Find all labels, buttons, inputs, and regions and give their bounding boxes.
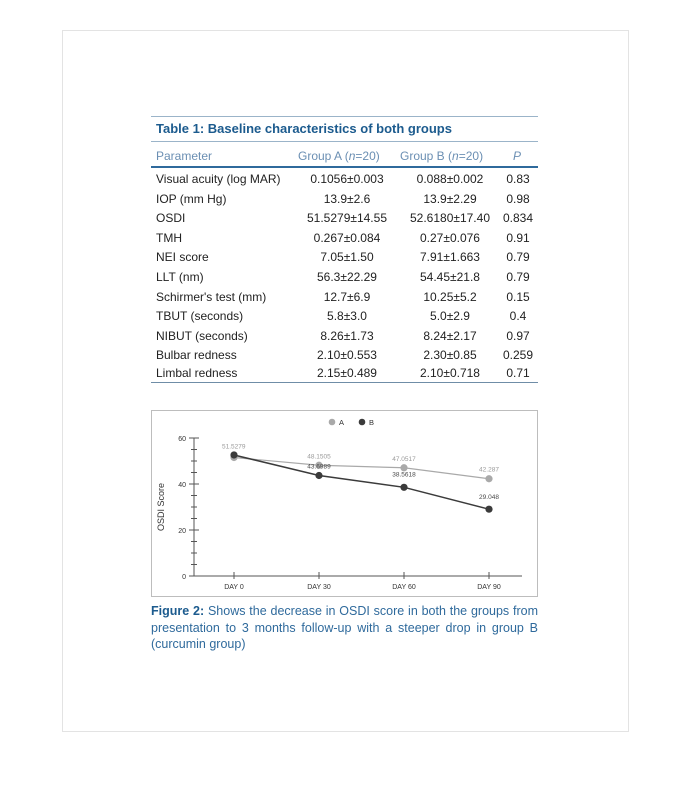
table-cell-param: IOP (mm Hg) xyxy=(156,192,227,206)
x-tick-label: DAY 30 xyxy=(307,584,331,591)
osdi-line-chart-svg xyxy=(152,411,537,596)
table-cell-p: 0.15 xyxy=(506,290,530,304)
series-line-a xyxy=(234,457,489,478)
data-point-b xyxy=(485,506,492,513)
table-cell-param: LLT (nm) xyxy=(156,270,204,284)
y-tick-label: 60 xyxy=(178,436,186,443)
table-cell-b: 52.6180±17.40 xyxy=(410,211,490,225)
data-label-a: 47.0517 xyxy=(392,455,416,463)
table-cell-b: 2.30±0.85 xyxy=(423,348,477,362)
table-cell-b: 7.91±1.663 xyxy=(420,250,480,264)
table-cell-b: 10.25±5.2 xyxy=(423,290,477,304)
header-group-a: Group A (n=20) xyxy=(298,149,380,163)
table-cell-param: NIBUT (seconds) xyxy=(156,329,248,343)
table-cell-param: TBUT (seconds) xyxy=(156,309,244,323)
table-cell-a: 13.9±2.6 xyxy=(323,192,371,206)
data-point-b xyxy=(315,472,322,479)
data-label-b: 29.048 xyxy=(479,494,499,502)
table-caption: Table 1: Baseline characteristics of both groups xyxy=(156,121,452,136)
table-cell-p: 0.79 xyxy=(506,250,530,264)
table-cell-a: 51.5279±14.55 xyxy=(307,211,387,225)
y-tick-label: 0 xyxy=(182,574,186,581)
table-cell-b: 5.0±2.9 xyxy=(430,309,470,323)
table-cell-p: 0.259 xyxy=(502,348,534,362)
legend-marker-b xyxy=(359,419,366,426)
table-cell-param: Limbal redness xyxy=(156,366,238,380)
table-cell-p: 0.97 xyxy=(506,329,530,343)
table-cell-a: 2.15±0.489 xyxy=(317,366,377,380)
figure-caption: Figure 2: Shows the decrease in OSDI score in both the groups from presentation to 3 months follow-up with a steeper drop in group B (curcumin group) xyxy=(151,604,538,651)
table-caption-rule xyxy=(151,141,538,142)
data-label-a: 48.1505 xyxy=(307,453,331,461)
y-axis-label: OSDI Score xyxy=(156,482,166,532)
table-cell-b: 8.24±2.17 xyxy=(423,329,477,343)
table-cell-b: 13.9±2.29 xyxy=(423,192,477,206)
data-label-a: 42.287 xyxy=(479,466,499,474)
x-tick-label: DAY 0 xyxy=(224,584,244,591)
table-cell-a: 8.26±1.73 xyxy=(320,329,374,343)
table-top-rule xyxy=(151,116,538,117)
table-cell-b: 0.27±0.076 xyxy=(420,231,480,245)
table-cell-p: 0.91 xyxy=(506,231,530,245)
table-cell-p: 0.834 xyxy=(502,211,534,225)
table-cell-b: 54.45±21.8 xyxy=(420,270,480,284)
data-point-a xyxy=(400,464,407,471)
data-point-b xyxy=(230,451,237,458)
table-cell-p: 0.79 xyxy=(506,270,530,284)
table-cell-param: NEI score xyxy=(156,250,209,264)
x-tick-label: DAY 60 xyxy=(392,584,416,591)
table-cell-p: 0.98 xyxy=(506,192,530,206)
header-parameter: Parameter xyxy=(156,149,213,163)
table-cell-param: Bulbar redness xyxy=(156,348,237,362)
table-cell-param: Visual acuity (log MAR) xyxy=(156,172,281,186)
header-p: P xyxy=(513,149,522,163)
series-line-b xyxy=(234,455,489,509)
table-cell-a: 12.7±6.9 xyxy=(323,290,371,304)
table-cell-p: 0.4 xyxy=(509,309,527,323)
table-cell-b: 2.10±0.718 xyxy=(420,366,480,380)
table-cell-a: 5.8±3.0 xyxy=(327,309,367,323)
table-cell-p: 0.71 xyxy=(506,366,530,380)
data-label-b: 43.6989 xyxy=(307,463,331,471)
table-cell-param: TMH xyxy=(156,231,182,245)
table-cell-a: 0.1056±0.003 xyxy=(310,172,384,186)
table-cell-b: 0.088±0.002 xyxy=(416,172,484,186)
data-point-b xyxy=(400,484,407,491)
table-cell-p: 0.83 xyxy=(506,172,530,186)
data-label-a: 51.5279 xyxy=(222,443,246,451)
table-cell-param: OSDI xyxy=(156,211,186,225)
osdi-chart xyxy=(151,410,538,597)
table-cell-a: 7.05±1.50 xyxy=(320,250,374,264)
x-tick-label: DAY 90 xyxy=(477,584,501,591)
legend-marker-a xyxy=(329,419,336,426)
y-tick-label: 40 xyxy=(178,482,186,489)
table-cell-param: Schirmer's test (mm) xyxy=(156,290,267,304)
legend-label-a: A xyxy=(339,418,345,427)
data-label-b: 38.5618 xyxy=(392,471,416,479)
legend-label-b: B xyxy=(369,418,375,427)
data-point-a xyxy=(485,475,492,482)
table-cell-a: 0.267±0.084 xyxy=(313,231,381,245)
header-group-b: Group B (n=20) xyxy=(400,149,484,163)
y-tick-label: 20 xyxy=(178,528,186,535)
table-cell-a: 2.10±0.553 xyxy=(317,348,377,362)
table-cell-a: 56.3±22.29 xyxy=(317,270,377,284)
table-header-rule xyxy=(151,166,538,168)
table-bottom-rule xyxy=(151,382,538,383)
